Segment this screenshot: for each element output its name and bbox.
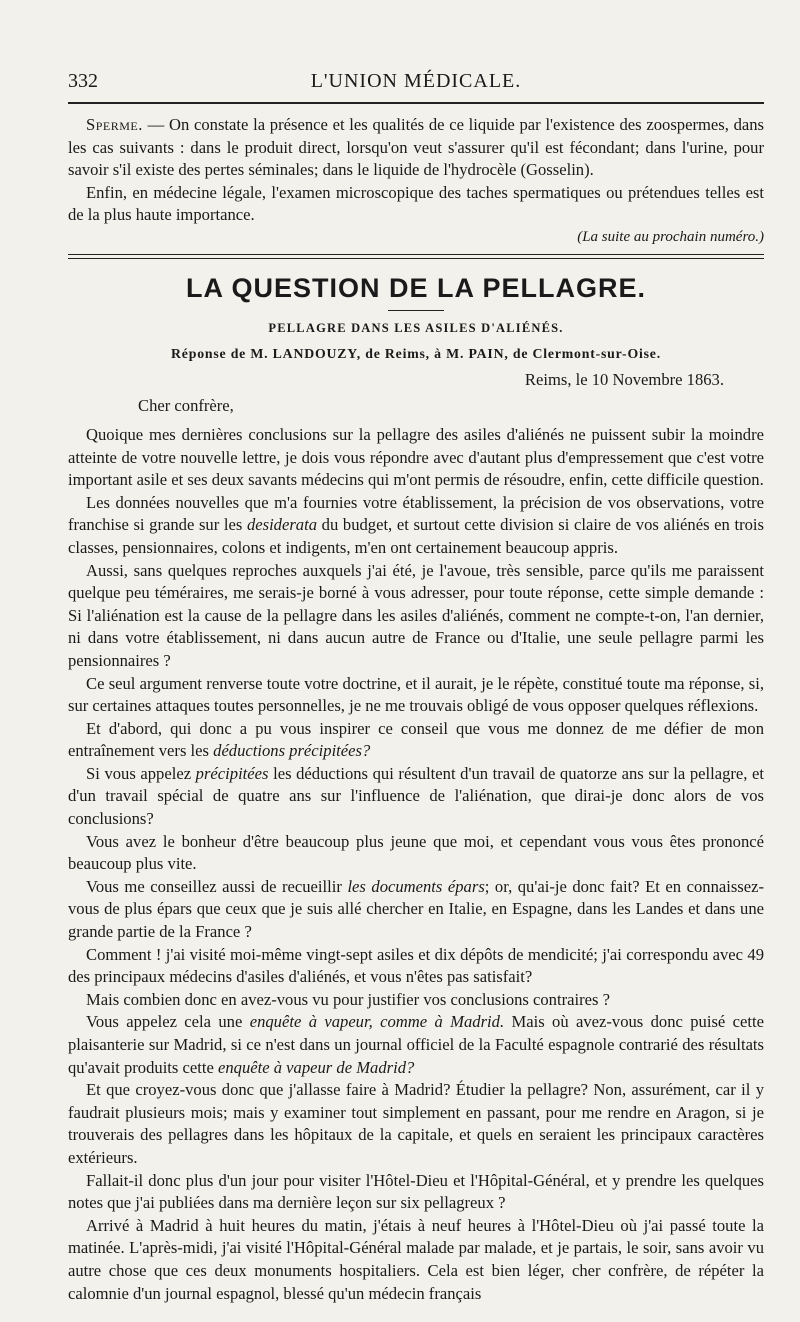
running-header — [68, 58, 764, 94]
paragraph-text: Aussi, sans quelques reproches auxquels j'ai été, je l'avoue, très sensible, parce qu'ils me paraissent quelque peu téméraires, me serais-je borné à vous adresser, pour toute réponse, cette simple demande : Si l'aliénation est la cause de la pellagre dans les asiles d'aliénés, comment ne compte-t-on, l'an dernier, ni dans votre établissement, ni dans aucun autre de France ou d'Italie, une seule pellagre parmi les pensionnaires ? — [68, 560, 764, 670]
paragraph-text: Quoique mes dernières conclusions sur la pellagre des asiles d'aliénés ne puissent subir la moindre atteinte de votre nouvelle lettre, je dois vous répondre avec d'autant plus d'empressement que c'est votre important asile et ses deux savants médecins qui m'ont permis de résoudre, enfin, cette difficile question. — [68, 424, 764, 490]
paragraph-text: Et d'abord, qui donc a pu vous inspirer ce conseil que vous me donnez de me défier de mon entraînement vers les — [68, 718, 764, 761]
paragraph-text: Mais combien donc en avez-vous vu pour justifier vos conclusions contraires ? — [86, 989, 610, 1009]
paragraph-text: Comment ! j'ai visité moi-même vingt-sept asiles et dix dépôts de mendicité; j'ai correspondu avec 49 des principaux médecins d'asiles d'aliénés, et vous n'êtes pas satisfait? — [68, 944, 764, 987]
dateline: Reims, le 10 Novembre 1863. — [524, 369, 724, 389]
article-paragraph — [68, 718, 764, 763]
article-paragraph — [68, 944, 764, 989]
article-paragraph — [68, 560, 764, 673]
italic-text: enquête à vapeur de Madrid? — [217, 1057, 415, 1077]
journal-title: L'UNION MÉDICALE. — [310, 70, 522, 92]
title-rule — [388, 310, 444, 311]
article-paragraph — [68, 989, 764, 1012]
article-paragraph — [68, 673, 764, 718]
paragraph-text: Vous appelez cela une — [86, 1012, 250, 1032]
italic-text: déductions précipitées? — [213, 741, 371, 761]
paragraph-text: Les données nouvelles que m'a fournies votre établissement, la précision de vos observations, votre franchise si grande sur les — [68, 492, 764, 535]
article-paragraph — [68, 1170, 764, 1215]
italic-text: les documents épars — [347, 876, 485, 896]
previous-article-paragraph: Enfin, en médecine légale, l'examen microscopique des taches spermatiques ou prétendues telles est de la plus haute importance. — [68, 182, 764, 225]
paragraph-text: Vous avez le bonheur d'être beaucoup plus jeune que moi, et cependant vous vous êtes prononcé beaucoup plus vite. — [68, 831, 764, 874]
salutation: Cher confrère, — [138, 395, 234, 415]
italic-text: précipitées — [195, 763, 269, 783]
article-subtitle: PELLAGRE DANS LES ASILES D'ALIÉNÉS. — [268, 320, 564, 335]
header-rule — [68, 102, 764, 104]
article-paragraph — [68, 424, 764, 492]
paragraph-text: Vous me conseillez aussi de recueillir — [86, 876, 348, 896]
paragraph-text: Si vous appelez — [86, 763, 196, 783]
paragraph-text: Et que croyez-vous donc que j'allasse faire à Madrid? Étudier la pellagre? Non, assurément, car il y faudrait plusieurs mois; mais y examiner tout simplement en passant, pour me rendre en Aragon, si je trouverais des pellagres dans les hôpitaux de la capitale, et quels en seraient les principaux caractères extérieurs. — [68, 1080, 764, 1167]
article-paragraph — [68, 876, 764, 944]
article-paragraph — [68, 1079, 764, 1169]
article-paragraph — [68, 492, 764, 560]
article-title: LA QUESTION DE LA PELLAGRE. — [185, 272, 646, 303]
paragraph-text: Mais où avez-vous donc puisé cette plaisanterie sur Madrid, si ce n'est dans un journal officiel de la Faculté espagnole contrarié des résultats qu'avait produits cette — [68, 1012, 764, 1077]
previous-article-paragraph: Sperme. — On constate la présence et les qualités de ce liquide par l'existence des zoospermes, dans les cas suivants : dans le produit direct, lorsqu'on veut s'assurer qu'il est fécondant; dans l'urine, pour savoir s'il existe des pertes séminales; dans le liquide de l'hydrocèle (Gosselin). — [68, 115, 765, 180]
paragraph-text: les déductions qui résultent d'un travail de quatorze ans sur la pellagre, et d'un travail spécial de quatre ans sur l'influence de l'aliénation, que dirai-je donc alors de vos conclusions? — [68, 763, 764, 829]
article-body — [68, 424, 764, 1305]
section-separator — [68, 254, 764, 259]
article-paragraph — [68, 763, 764, 831]
section-label: Sperme. — [86, 115, 143, 134]
reply-line: Réponse de M. LANDOUZY, de Reims, à M. PAIN, de Clermont-sur-Oise. — [171, 345, 661, 361]
continuation-note: (La suite au prochain numéro.) — [577, 228, 764, 245]
page-number: 332 — [68, 70, 98, 92]
article-paragraph — [68, 1215, 764, 1305]
paragraph-text: ; or, qu'ai-je donc fait? Et en connaissez-vous de plus épars que ceux que je suis allé chercher en Italie, en Espagne, dans les Landes et dans une grande partie de la France ? — [68, 876, 765, 942]
article-paragraph — [68, 831, 764, 876]
italic-text: desiderata — [246, 515, 318, 535]
paragraph-text: Fallait-il donc plus d'un jour pour visiter l'Hôtel-Dieu et l'Hôpital-Général, et y prendre les quelques notes que j'ai publiées dans ma dernière leçon sur six pellagreux ? — [68, 1170, 764, 1213]
paragraph-text: du budget, et surtout cette division si claire de vos aliénés en trois classes, pensionnaires, colons et indigents, m'en ont certainement beaucoup appris. — [68, 515, 764, 557]
italic-text: enquête à vapeur, comme à Madrid. — [249, 1012, 505, 1032]
paragraph-text: Ce seul argument renverse toute votre doctrine, et il aurait, je le répète, constitué toute ma réponse, si, sur certaines attaques toutes personnelles, je ne me trouvais obligé de vous opposer quelques réflexions. — [68, 673, 764, 716]
paragraph-text: Arrivé à Madrid à huit heures du matin, j'étais à neuf heures à l'Hôtel-Dieu où j'ai passé toute la matinée. L'après-midi, j'ai visité l'Hôpital-Général malade par malade, et je partais, le soir, sans avoir vu autre chose que ces deux monuments hospitaliers. Cela est bien léger, cher confrère, de répéter la calomnie d'un journal espagnol, blessé qu'un médecin français — [68, 1215, 764, 1303]
article-paragraph — [68, 1011, 764, 1079]
